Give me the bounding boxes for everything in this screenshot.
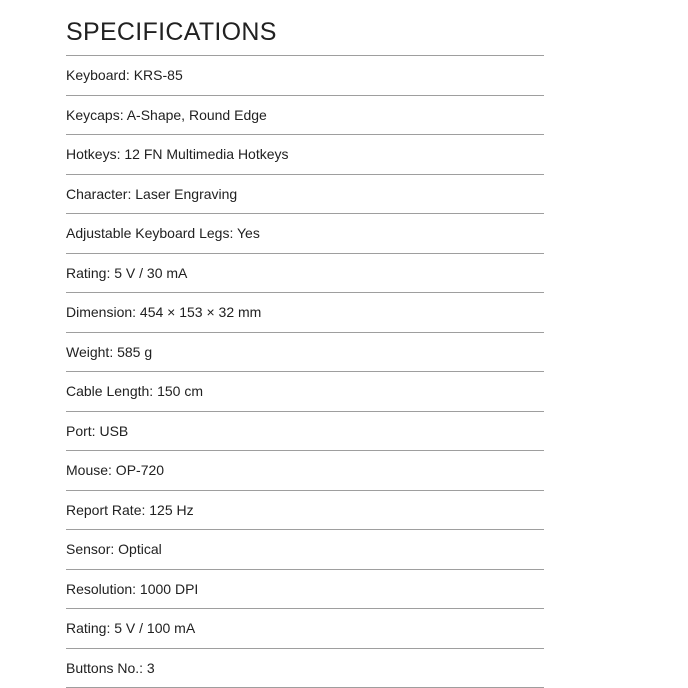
spec-text: Buttons No.: 3	[66, 659, 155, 676]
spec-row	[66, 333, 544, 373]
spec-text: Character: Laser Engraving	[66, 185, 238, 202]
spec-text: Report Rate: 125 Hz	[66, 501, 194, 518]
spec-row	[66, 96, 544, 136]
spec-text: Keyboard: KRS-85	[66, 67, 183, 84]
spec-row	[66, 293, 544, 333]
spec-text: Hotkeys: 12 FN Multimedia Hotkeys	[66, 146, 289, 163]
spec-text: Keycaps: A-Shape, Round Edge	[66, 106, 267, 123]
spec-row	[66, 609, 544, 649]
spec-text: Sensor: Optical	[66, 541, 162, 558]
spec-text: Rating: 5 V / 30 mA	[66, 264, 188, 281]
spec-row	[66, 530, 544, 570]
spec-row	[66, 56, 544, 96]
spec-text: Port: USB	[66, 422, 129, 439]
spec-row	[66, 372, 544, 412]
spec-row	[66, 649, 544, 688]
spec-row	[66, 451, 544, 491]
specifications-page	[66, 0, 544, 688]
spec-text: Resolution: 1000 DPI	[66, 580, 199, 597]
spec-row	[66, 491, 544, 531]
spec-text: Weight: 585 g	[66, 343, 153, 360]
spec-row	[66, 570, 544, 610]
page-title: SPECIFICATIONS	[66, 0, 544, 56]
spec-text: Dimension: 454 × 153 × 32 mm	[66, 304, 262, 321]
spec-text: Rating: 5 V / 100 mA	[66, 620, 196, 637]
spec-row	[66, 175, 544, 215]
spec-text: Cable Length: 150 cm	[66, 383, 203, 400]
spec-text: Mouse: OP-720	[66, 462, 165, 479]
spec-text: Adjustable Keyboard Legs: Yes	[66, 225, 260, 242]
spec-list	[66, 56, 544, 688]
spec-row	[66, 254, 544, 294]
spec-row	[66, 412, 544, 452]
spec-row	[66, 135, 544, 175]
spec-row	[66, 214, 544, 254]
